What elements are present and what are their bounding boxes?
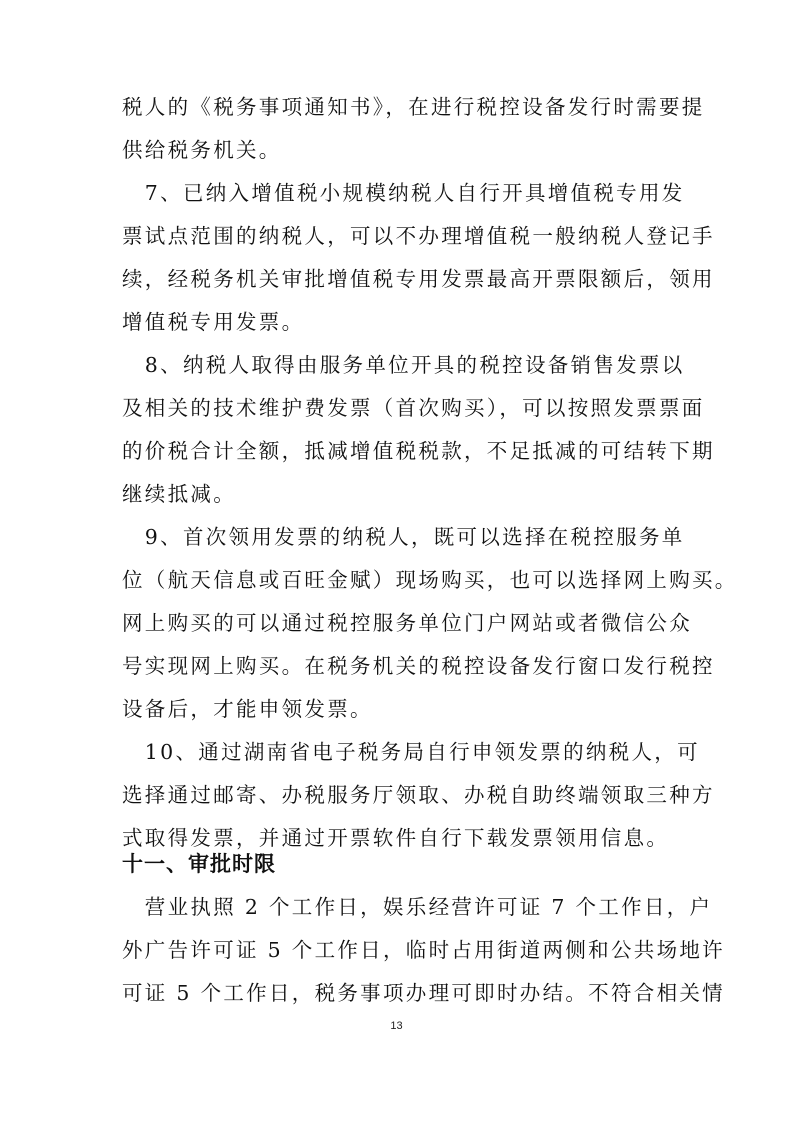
- body-line: 营业执照 2 个工作日，娱乐经营许可证 7 个工作日，户: [122, 895, 713, 919]
- body-line: 号实现网上购买。在税务机关的税控设备发行窗口发行税控: [122, 654, 715, 678]
- page-number: 13: [390, 1020, 403, 1032]
- section-heading: 十一、审批时限: [122, 852, 276, 876]
- body-line: 增值税专用发票。: [122, 310, 305, 334]
- body-line: 10、通过湖南省电子税务局自行申领发票的纳税人，可: [122, 740, 700, 764]
- body-line: 选择通过邮寄、办税服务厅领取、办税自助终端领取三种方: [122, 783, 715, 807]
- body-line: 7、已纳入增值税小规模纳税人自行开具增值税专用发: [122, 181, 685, 205]
- body-line: 的价税合计全额，抵减增值税税款，不足抵减的可结转下期: [122, 439, 715, 463]
- body-line: 式取得发票，并通过开票软件自行下载发票领用信息。: [122, 826, 670, 850]
- body-line: 税人的《税务事项通知书》，在进行税控设备发行时需要提: [122, 95, 705, 119]
- body-line: 外广告许可证 5 个工作日，临时占用街道两侧和公共场地许: [122, 938, 725, 962]
- body-line: 设备后，才能申领发票。: [122, 697, 373, 721]
- body-line: 8、纳税人取得由服务单位开具的税控设备销售发票以: [122, 353, 685, 377]
- body-line: 网上购买的可以通过税控服务单位门户网站或者微信公众: [122, 611, 692, 635]
- body-line: 供给税务机关。: [122, 138, 282, 162]
- body-line: 位（航天信息或百旺金赋）现场购买，也可以选择网上购买。: [122, 568, 738, 592]
- body-line: 及相关的技术维护费发票（首次购买），可以按照发票票面: [122, 396, 705, 420]
- body-line: 继续抵减。: [122, 482, 236, 506]
- body-line: 9、首次领用发票的纳税人，既可以选择在税控服务单: [122, 525, 685, 549]
- body-line: 可证 5 个工作日，税务事项办理可即时办结。不符合相关情: [122, 981, 725, 1005]
- body-line: 票试点范围的纳税人，可以不办理增值税一般纳税人登记手: [122, 224, 715, 248]
- body-line: 续，经税务机关审批增值税专用发票最高开票限额后，领用: [122, 267, 715, 291]
